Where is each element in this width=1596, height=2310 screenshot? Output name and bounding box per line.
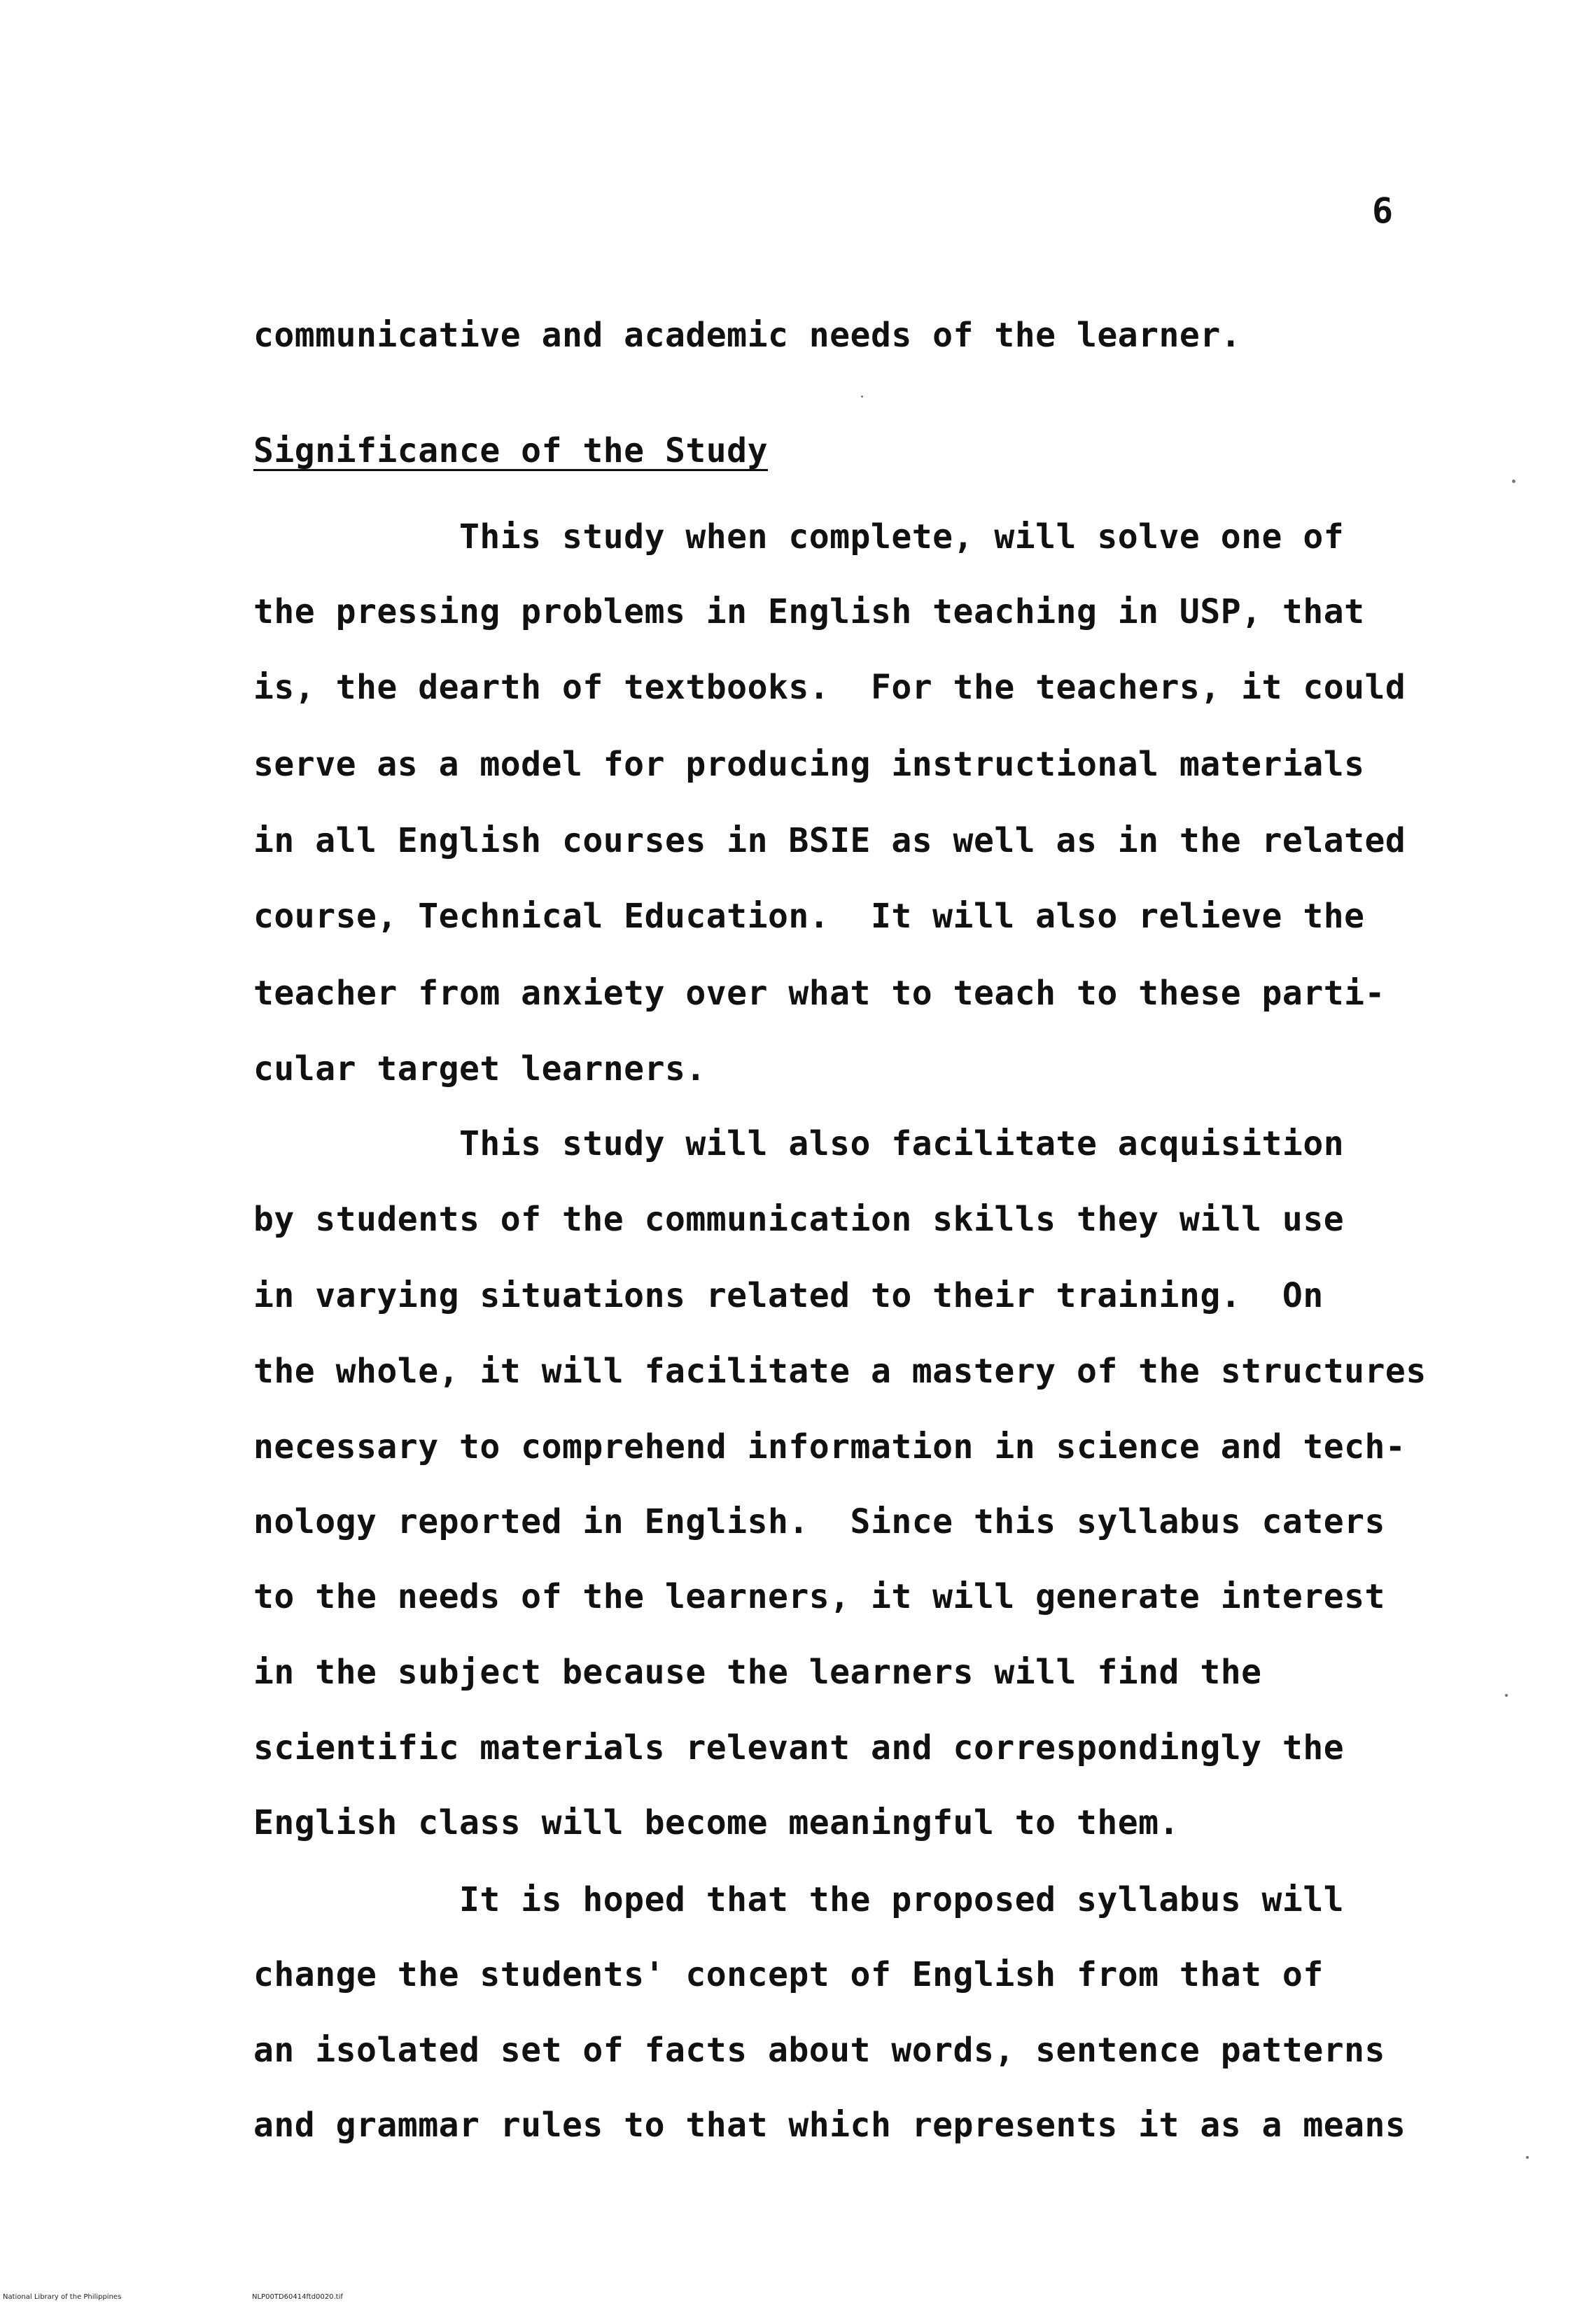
text-line: cular target learners. bbox=[253, 1049, 706, 1088]
scan-speck bbox=[861, 396, 863, 398]
text-line: teacher from anxiety over what to teach to these parti- bbox=[253, 974, 1385, 1013]
text-line: to the needs of the learners, it will generate interest bbox=[253, 1577, 1385, 1616]
scan-speck bbox=[1526, 2156, 1529, 2159]
text-line: and grammar rules to that which represents it as a means bbox=[253, 2106, 1406, 2145]
text-line: serve as a model for producing instructional materials bbox=[253, 745, 1365, 784]
text-line: in the subject because the learners will find the bbox=[253, 1653, 1262, 1692]
scan-speck bbox=[1505, 1694, 1508, 1697]
text-line: It is hoped that the proposed syllabus will bbox=[253, 1880, 1345, 1919]
text-line: course, Technical Education. It will also relieve the bbox=[253, 897, 1365, 936]
text-line: This study when complete, will solve one of bbox=[253, 517, 1345, 556]
text-line: necessary to comprehend information in science and tech- bbox=[253, 1427, 1406, 1466]
text-line: by students of the communication skills they will use bbox=[253, 1200, 1345, 1239]
text-line: communicative and academic needs of the learner. bbox=[253, 316, 1242, 355]
text-line: is, the dearth of textbooks. For the teachers, it could bbox=[253, 668, 1406, 707]
text-line: English class will become meaningful to them. bbox=[253, 1803, 1180, 1842]
text-line: in all English courses in BSIE as well as in the related bbox=[253, 821, 1406, 860]
scan-speck bbox=[1512, 479, 1516, 483]
text-line: change the students' concept of English from that of bbox=[253, 1955, 1324, 1994]
text-line: the whole, it will facilitate a mastery of the structures bbox=[253, 1352, 1427, 1391]
text-line: the pressing problems in English teaching in USP, that bbox=[253, 592, 1365, 631]
text-line: This study will also facilitate acquisition bbox=[253, 1124, 1345, 1163]
text-line: an isolated set of facts about words, sentence patterns bbox=[253, 2031, 1385, 2070]
page-number: 6 bbox=[1372, 190, 1394, 231]
text-line: nology reported in English. Since this syllabus caters bbox=[253, 1502, 1385, 1541]
text-line: scientific materials relevant and correspondingly the bbox=[253, 1728, 1345, 1768]
text-line: in varying situations related to their training. On bbox=[253, 1276, 1324, 1315]
section-heading: Significance of the Study bbox=[253, 431, 768, 470]
footer-source: National Library of the Philippines bbox=[3, 2293, 122, 2301]
footer-filename: NLP00TD60414ftd0020.tif bbox=[252, 2293, 343, 2301]
